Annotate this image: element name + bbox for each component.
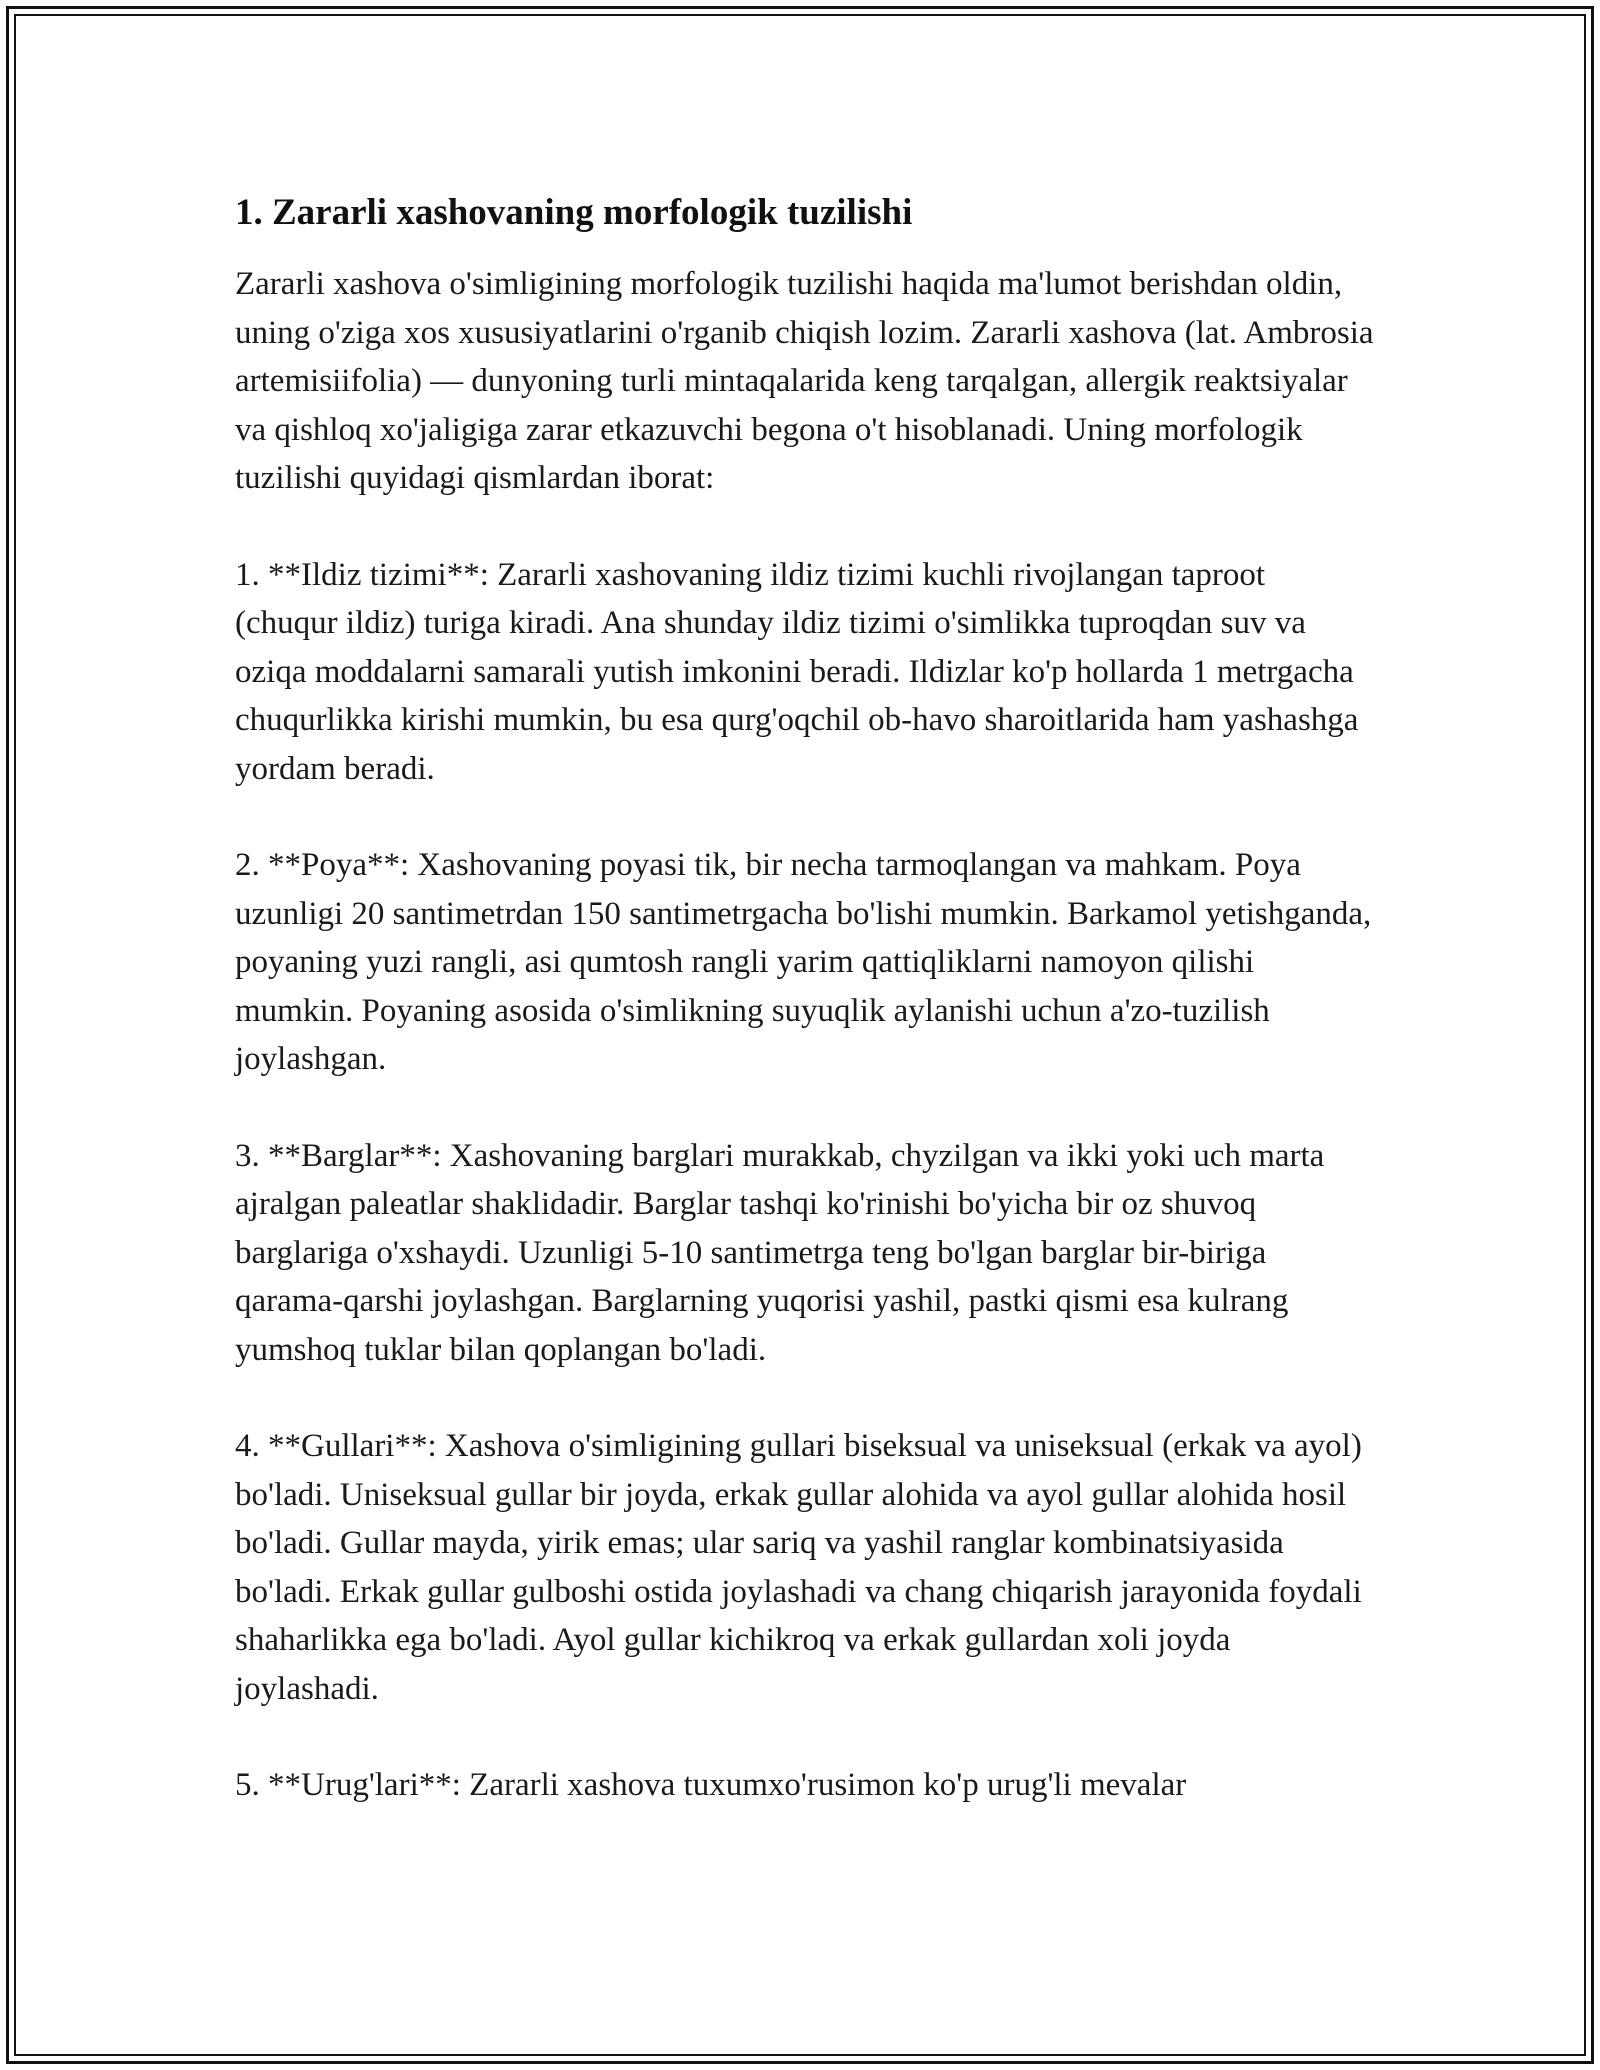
document-body <box>235 188 1375 1858</box>
paragraph-flowers: 4. **Gullari**: Xashova o'simligining gullari biseksual va uniseksual (erkak va ayol) bo'ladi. Uniseksual gullar bir joyda, erkak gullar alohida va ayol gullar alohida hosil bo'ladi. Gullar mayda, yirik emas; ular sariq va yashil ranglar kombinatsiyasida bo'ladi. Erkak gullar gulboshi ostida joylashadi va chang chiqarish jarayonida foydali shaharlikka ega bo'ladi. Ayol gullar kichikroq va erkak gullardan xoli joyda joylashadi. <box>235 1428 1362 1707</box>
paragraph-root-system: 1. **Ildiz tizimi**: Zararli xashovaning ildiz tizimi kuchli rivojlangan taproot (chuqur ildiz) turiga kiradi. Ana shunday ildiz tizimi o'simlikka tuproqdan suv va oziqa moddalarni samarali yutish imkonini beradi. Ildizlar ko'p hollarda 1 metrgacha chuqurlikka kirishi mumkin, bu esa qurg'oqchil ob-havo sharoitlarida ham yashashga yordam beradi. <box>235 556 1359 787</box>
paragraph-leaves: 3. **Barglar**: Xashovaning barglari murakkab, chyzilgan va ikki yoki uch marta ajralgan paleatlar shaklidadir. Barglar tashqi ko'rinishi bo'yicha bir oz shuvoq barglariga o'xshaydi. Uzunligi 5-10 santimetrga teng bo'lgan barglar bir-biriga qarama-qarshi joylashgan. Barglarning yuqorisi yashil, pastki qismi esa kulrang yumshoq tuklar bilan qoplangan bo'ladi. <box>235 1137 1325 1368</box>
paragraph-seeds: 5. **Urug'lari**: Zararli xashova tuxumxo'rusimon ko'p urug'li mevalar <box>235 1767 1187 1803</box>
document-title: 1. Zararli xashovaning morfologik tuzilishi <box>235 192 913 233</box>
paragraph-intro: Zararli xashova o'simligining morfologik tuzilishi haqida ma'lumot berishdan oldin, uning o'ziga xos xususiyatlarini o'rganib chiqish lozim. Zararli xashova (lat. Ambrosia artemisiifolia) — dunyoning turli mintaqalarida keng tarqalgan, allergik reaktsiyalar va qishloq xo'jaligiga zarar etkazuvchi begona o't hisoblanadi. Uning morfologik tuzilishi quyidagi qismlardan iborat: <box>235 266 1374 496</box>
paragraph-stem: 2. **Poya**: Xashovaning poyasi tik, bir necha tarmoqlangan va mahkam. Poya uzunligi 20 santimetrdan 150 santimetrgacha bo'lishi mumkin. Barkamol yetishganda, poyaning yuzi rangli, asi qumtosh rangli yarim qattiqliklarni namoyon qilishi mumkin. Poyaning asosida o'simlikning suyuqlik aylanishi uchun a'zo-tuzilish joylashgan. <box>235 847 1372 1077</box>
